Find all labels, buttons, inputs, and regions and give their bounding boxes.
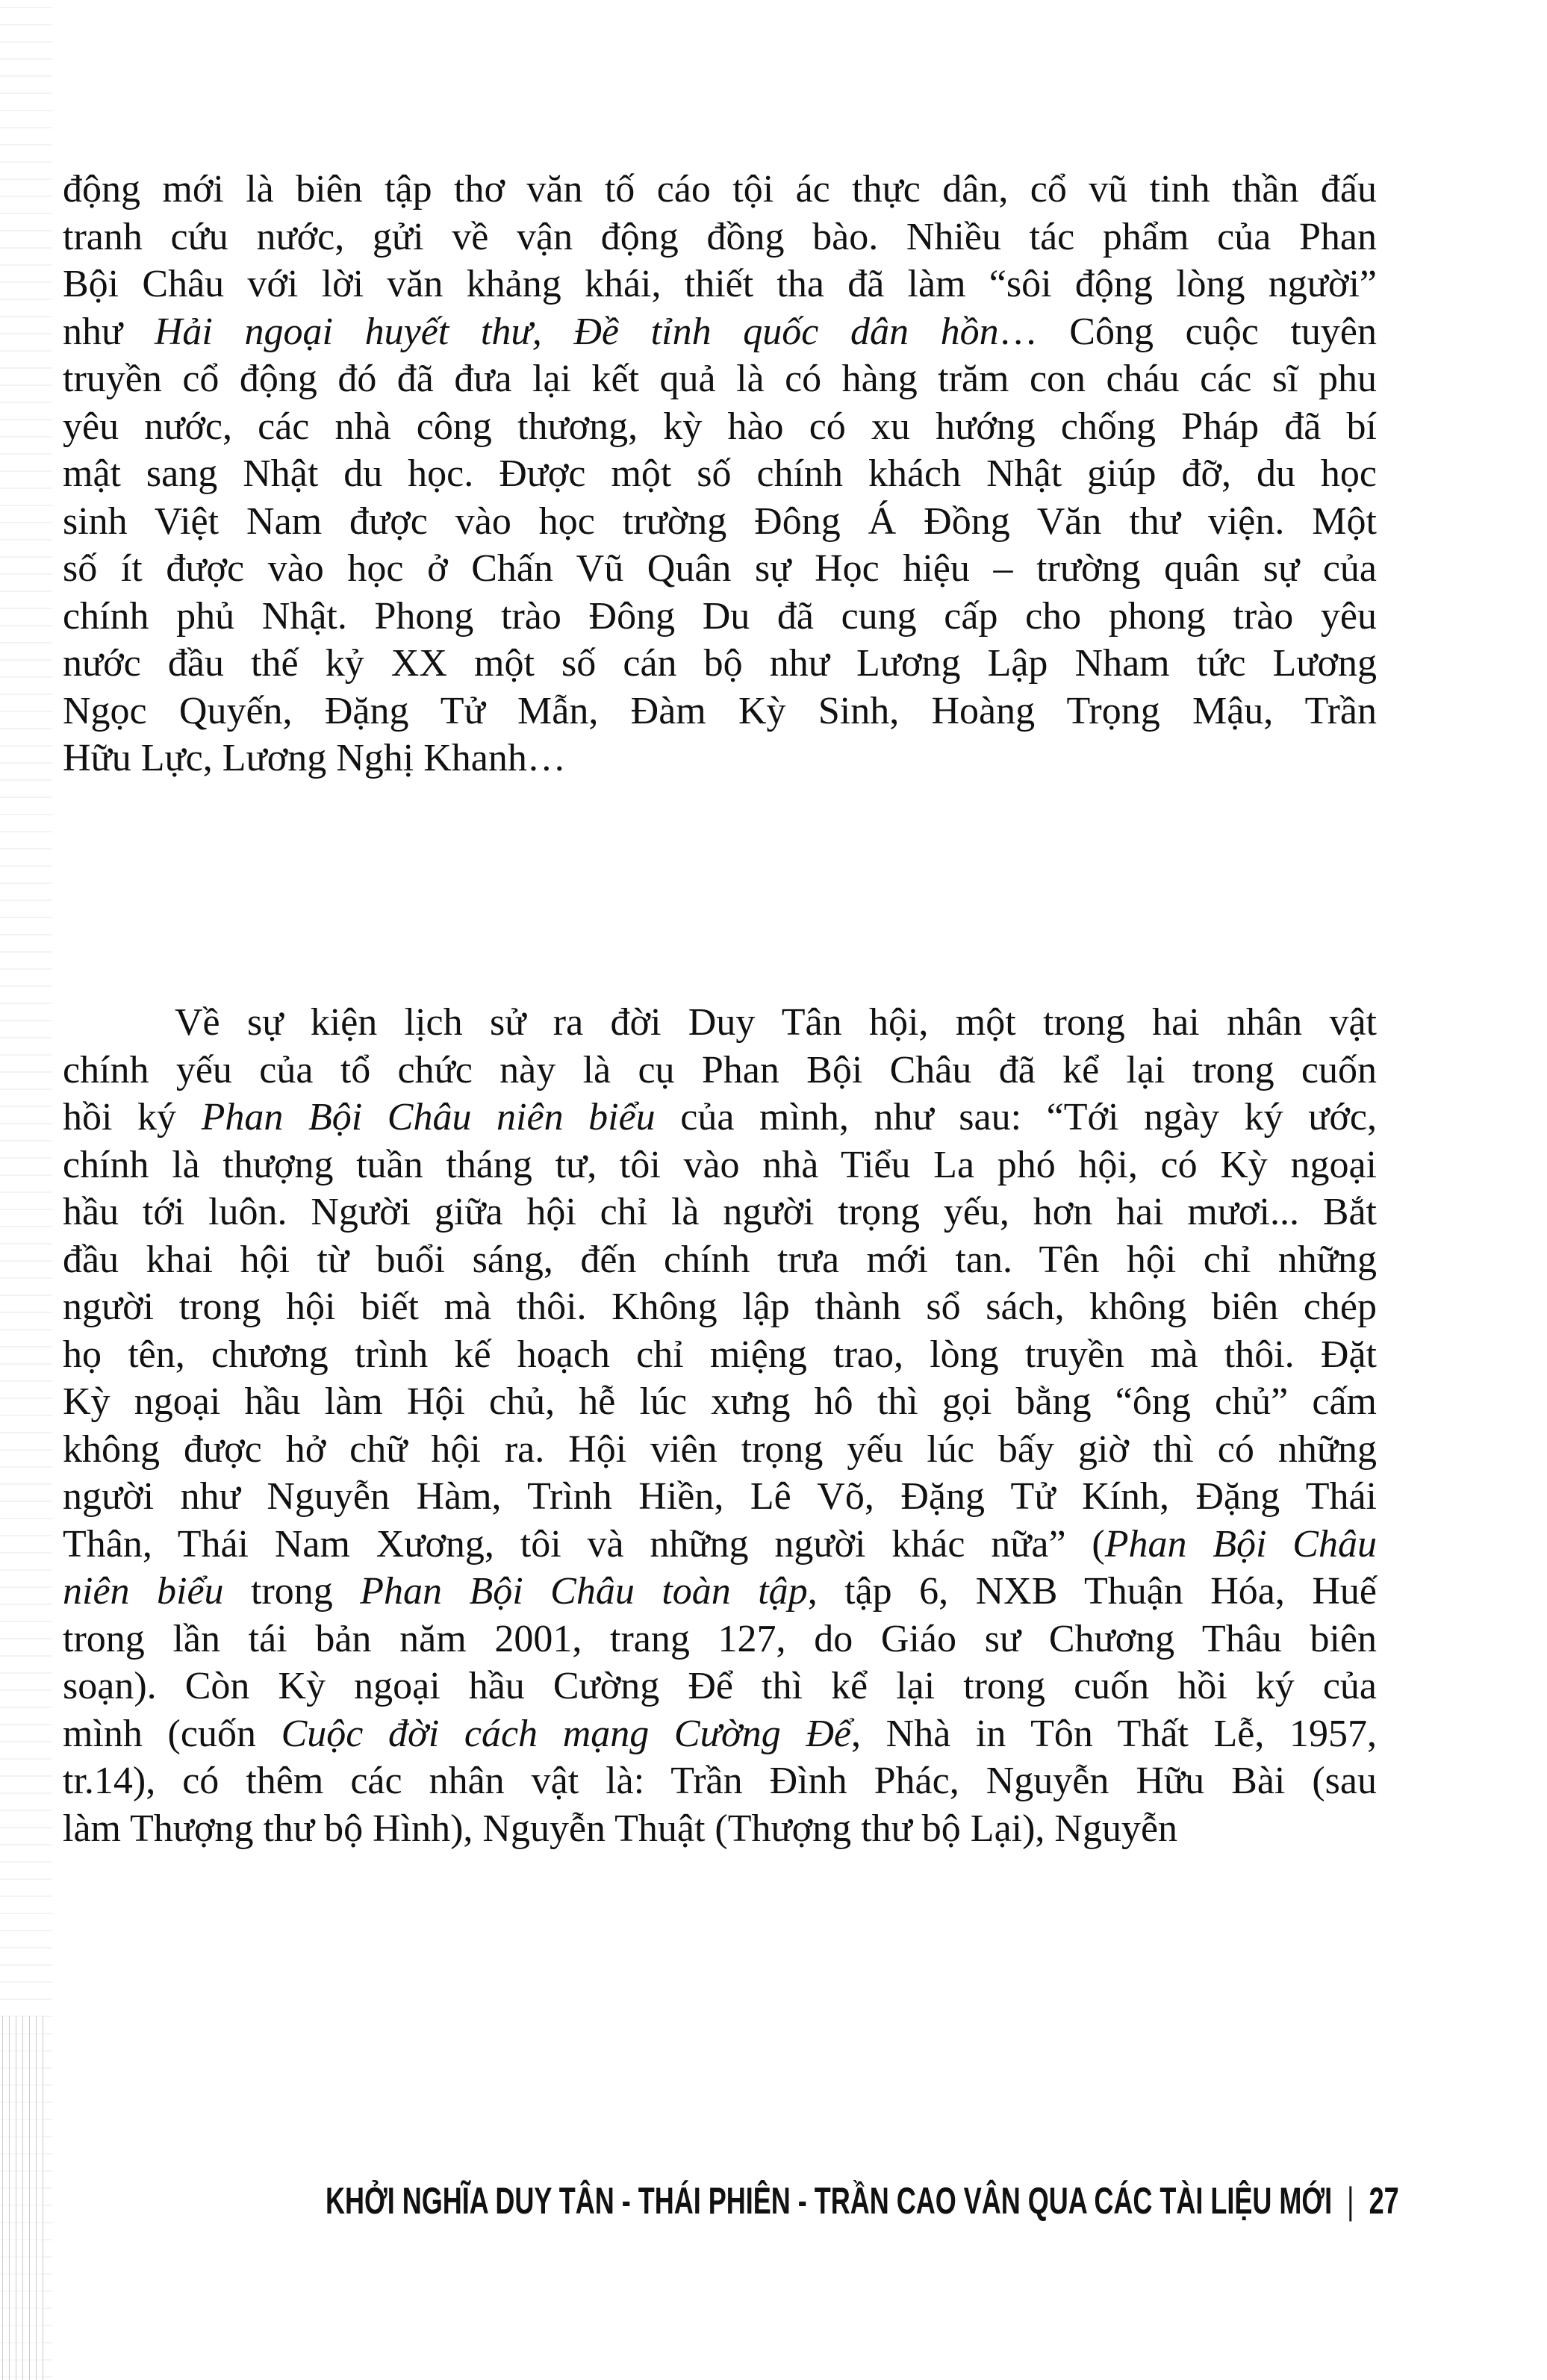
footer-separator: | — [1347, 2180, 1354, 2222]
text-segment: yêu nước, các nhà công thương, kỳ hào có xu hướng chống Pháp đã bí — [63, 405, 1377, 448]
text-segment: họ tên, chương trình kế hoạch chỉ miệng trao, lòng truyền mà thôi. Đặt — [63, 1333, 1377, 1376]
text-line — [63, 1236, 1377, 1284]
text-segment: Thân, Thái Nam Xương, tôi và những người khác nữa” ( — [63, 1522, 1105, 1566]
text-segment: làm Thượng thư bộ Hình), Nguyễn Thuật (Thượng thư bộ Lại), Nguyễn — [63, 1807, 1178, 1850]
text-segment: của mình, như sau: “Tới ngày ký ước, — [655, 1096, 1377, 1138]
text-segment: như — [63, 310, 155, 353]
text-segment: động mới là biên tập thơ văn tố cáo tội ác thực dân, cổ vũ tinh thần đấu — [63, 168, 1377, 211]
text-segment: Bội Châu với lời văn khảng khái, thiết tha đã làm “sôi động lòng người” — [63, 263, 1377, 305]
italic-title: Phan Bội Châu niên biểu — [201, 1096, 656, 1138]
text-segment: mình (cuốn — [63, 1712, 281, 1755]
text-segment: đầu khai hội từ buổi sáng, đến chính trưa mới tan. Tên hội chỉ những — [63, 1238, 1377, 1281]
text-segment: trong — [223, 1570, 361, 1613]
text-segment: soạn). Còn Kỳ ngoại hầu Cường Để thì kể lại trong cuốn hồi ký của — [63, 1665, 1377, 1707]
text-line — [63, 999, 1377, 1047]
text-line — [63, 1426, 1377, 1474]
text-segment: , Nhà in Tôn Thất Lễ, 1957, — [850, 1712, 1377, 1755]
text-line — [63, 1189, 1377, 1236]
page-number: 27 — [1369, 2180, 1399, 2222]
scan-edge-noise — [0, 2016, 45, 2380]
text-line — [63, 261, 1377, 308]
text-line — [63, 1805, 1377, 1853]
text-line — [63, 1663, 1377, 1710]
text-segment: chính phủ Nhật. Phong trào Đông Du đã cung cấp cho phong trào yêu — [63, 594, 1377, 638]
text-line — [63, 450, 1377, 498]
italic-title: Phan Bội Châu — [1104, 1522, 1377, 1566]
text-line — [63, 1047, 1377, 1094]
text-line — [63, 498, 1377, 546]
paragraph-1 — [63, 166, 1377, 782]
text-segment: truyền cổ động đó đã đưa lại kết quả là có hàng trăm con cháu các sĩ phu — [63, 358, 1377, 400]
text-line — [63, 1331, 1377, 1379]
text-line — [63, 1473, 1377, 1521]
text-segment: hồi ký — [63, 1096, 202, 1138]
text-segment: người trong hội biết mà thôi. Không lập thành sổ sách, không biên chép — [63, 1286, 1377, 1328]
text-segment: Ngọc Quyến, Đặng Tử Mẫn, Đàm Kỳ Sinh, Hoàng Trọng Mậu, Trần — [63, 689, 1377, 732]
text-line — [63, 593, 1377, 641]
paragraph-2 — [63, 999, 1377, 1852]
text-line — [63, 1521, 1377, 1569]
text-line — [63, 1141, 1377, 1189]
text-line — [63, 355, 1377, 403]
text-segment: người như Nguyễn Hàm, Trình Hiền, Lê Võ, Đặng Tử Kính, Đặng Thái — [63, 1475, 1377, 1518]
text-segment: tr.14), có thêm các nhân vật là: Trần Đình Phác, Nguyễn Hữu Bài (sau — [63, 1760, 1377, 1802]
italic-title: Cuộc đời cách mạng Cường Để — [281, 1712, 851, 1755]
italic-title: Hải ngoại huyết thư, Đề tỉnh quốc dân hồn — [154, 310, 999, 353]
text-segment: sinh Việt Nam được vào học trường Đông Á Đồng Văn thư viện. Một — [63, 499, 1377, 543]
text-segment: hầu tới luôn. Người giữa hội chỉ là người trọng yếu, hơn hai mươi... Bắt — [63, 1191, 1377, 1233]
text-line — [63, 735, 1377, 782]
text-line — [63, 545, 1377, 593]
text-line — [63, 1094, 1377, 1141]
text-line — [63, 403, 1377, 451]
text-segment: nước đầu thế kỷ XX một số cán bộ như Lương Lập Nham tức Lương — [63, 642, 1377, 685]
text-line — [63, 166, 1377, 214]
text-line — [63, 214, 1377, 261]
text-line — [63, 1710, 1377, 1758]
text-line — [63, 688, 1377, 735]
text-line — [63, 308, 1377, 356]
italic-title: Phan Bội Châu toàn tập — [360, 1570, 808, 1613]
text-segment: tranh cứu nước, gửi về vận động đồng bào. Nhiều tác phẩm của Phan — [63, 215, 1377, 258]
text-segment: chính yếu của tổ chức này là cụ Phan Bội Châu đã kể lại trong cuốn — [63, 1048, 1377, 1091]
text-line — [63, 640, 1377, 688]
text-line — [63, 1568, 1377, 1616]
text-segment: Kỳ ngoại hầu làm Hội chủ, hễ lúc xưng hô thì gọi bằng “ông chủ” cấm — [63, 1380, 1377, 1423]
text-segment: … Công cuộc tuyên — [998, 310, 1378, 353]
text-segment: số ít được vào học ở Chấn Vũ Quân sự Học hiệu – trường quân sự của — [63, 547, 1377, 590]
italic-title: niên biểu — [63, 1570, 224, 1613]
text-segment: trong lần tái bản năm 2001, trang 127, do Giáo sư Chương Thâu biên — [63, 1617, 1377, 1660]
text-segment: mật sang Nhật du học. Được một số chính khách Nhật giúp đỡ, du học — [63, 452, 1377, 495]
text-segment: Hữu Lực, Lương Nghị Khanh… — [63, 737, 566, 779]
page-footer — [326, 2178, 1399, 2223]
text-segment: Về sự kiện lịch sử ra đời Duy Tân hội, một trong hai nhân vật — [175, 1001, 1377, 1044]
text-segment: , tập 6, NXB Thuận Hóa, Huế — [807, 1570, 1377, 1613]
text-segment: không được hở chữ hội ra. Hội viên trọng yếu lúc bấy giờ thì có những — [63, 1427, 1377, 1471]
running-title: KHỞI NGHĨA DUY TÂN - THÁI PHIÊN - TRẦN CAO VÂN QUA CÁC TÀI LIỆU MỚI — [326, 2180, 1333, 2222]
text-line — [63, 1283, 1377, 1331]
text-segment: chính là thượng tuần tháng tư, tôi vào nhà Tiểu La phó hội, có Kỳ ngoại — [63, 1143, 1377, 1186]
text-line — [63, 1378, 1377, 1426]
text-line — [63, 1757, 1377, 1805]
text-line — [63, 1616, 1377, 1663]
